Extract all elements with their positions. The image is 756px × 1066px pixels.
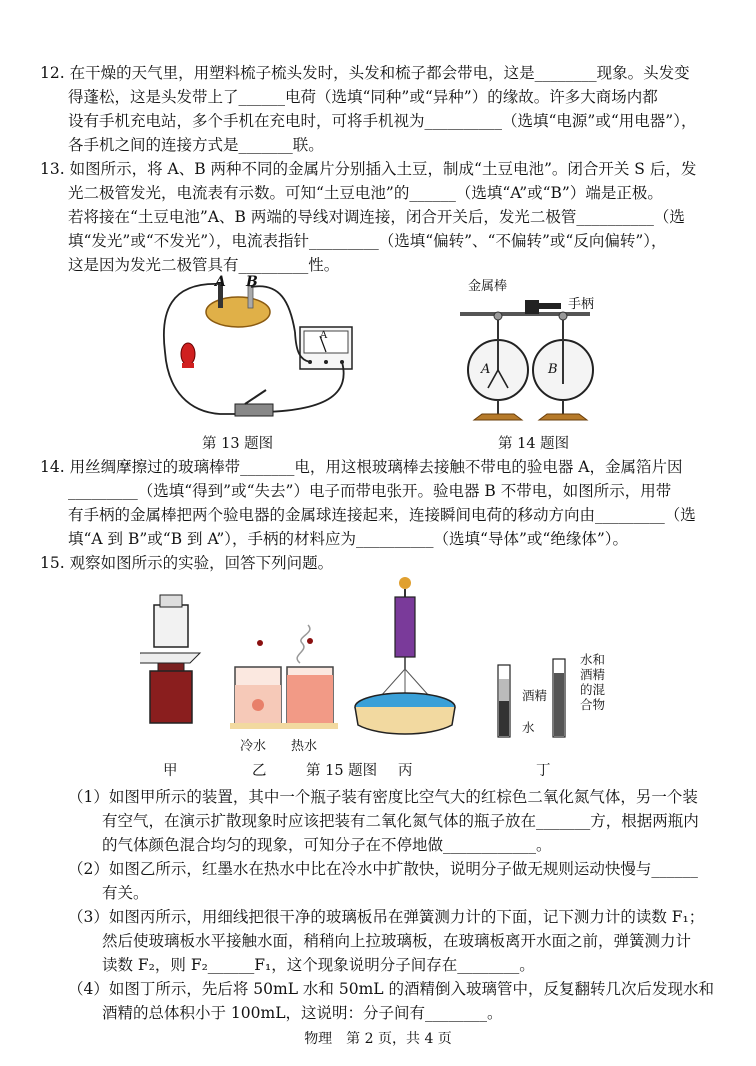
q15-1-line-3: 的气体颜色混合均匀的现象，可知分子在不停地做____________。 [102,836,552,854]
q12-line-4: 各手机之间的连接方式是_______联。 [68,136,324,154]
fig15-hot-water-label: 热水 [291,739,318,754]
q15-1-line-2: 有空气，在演示扩散现象时应该把装有二氧化氮气体的瓶子放在_______方，根据两瓶内 [102,812,699,830]
q15-3-line-3: 读数 F₂，则 F₂______F₁，这个现象说明分子间存在________。 [102,956,535,974]
fig14-handle-label: 手柄 [568,297,595,312]
figure-13-potato-battery [150,272,370,430]
fig14-caption: 第 14 题图 [498,436,570,452]
fig14-label-a: A [481,362,491,377]
q13-line-4: 填“发光”或“不发光”），电流表指针_________（选填“偏转”、“不偏转”或“反向偏转”）， [68,232,667,250]
fig13-meter-label: A [320,330,328,341]
q12-line-2: 得蓬松，这是头发带上了______电荷（选填“同种”或“异种”）的缘故。许多大商场内都 [68,88,658,106]
fig14-label-b: B [548,362,558,377]
q14-line-3: 有手柄的金属棒把两个验电器的金属球连接起来，连接瞬间电荷的移动方向由_________（选 [68,506,696,524]
q15-title: 15. 观察如图所示的实验，回答下列问题。 [40,554,334,572]
q12-line-3: 设有手机充电站，多个手机在充电时，可将手机视为__________（选填“电源”或“用电器”）， [68,112,697,130]
q13-line-1: 13. 如图所示，将 A、B 两种不同的金属片分别插入土豆，制成“土豆电池”。闭合开关 S 后，发 [40,160,697,178]
q14-line-1: 14. 用丝绸摩擦过的玻璃棒带_______电，用这根玻璃棒去接触不带电的验电器 A，金属箔片因 [40,458,683,476]
fig15-water-label: 水 [522,720,535,735]
q13-line-5: 这是因为发光二极管具有_________性。 [68,256,340,274]
q15-2-line-2: 有关。 [102,884,149,902]
q15-1-line-1: （1）如图甲所示的装置，其中一个瓶子装有密度比空气大的红棕色二氧化氮气体，另一个装 [68,788,698,806]
fig15-label-bing: 丙 [398,763,413,779]
fig13-label-a: A [215,274,226,290]
fig15-alcohol-label: 酒精 [522,688,548,703]
fig15-mixture-line-3: 的混 [580,682,606,697]
fig15-label-jia: 甲 [163,763,178,779]
fig15-label-ding: 丁 [536,763,551,779]
q14-line-2: _________（选填“得到”或“失去”）电子而带电张开。验电器 B 不带电，如图所示，用带 [68,482,672,500]
fig15-label-yi: 乙 [252,763,267,779]
q15-3-line-1: （3）如图丙所示，用细线把很干净的玻璃板吊在弹簧测力计的下面，记下测力计的读数 F₁； [68,908,705,926]
fig15-mixture-line-1: 水和 [580,652,606,667]
q15-2-line-1: （2）如图乙所示，红墨水在热水中比在冷水中扩散快，说明分子做无规则运动快慢与______ [68,860,698,878]
fig15-mixture-label [580,652,605,712]
page-footer: 物理 第 2 页，共 4 页 [304,1031,452,1047]
fig14-rod-label: 金属棒 [468,279,508,294]
fig15-mixture-line-2: 酒精 [580,667,606,682]
fig13-label-b: B [246,274,258,290]
fig15-caption: 第 15 题图 [306,763,378,779]
q14-line-4: 填“A 到 B”或“B 到 A”），手柄的材料应为__________（选填“导体”或“绝缘体”）。 [68,530,628,548]
q13-line-2: 光二极管发光，电流表有示数。可知“土豆电池”的______（选填“A”或“B”）端是正极。 [68,184,663,202]
q15-4-line-1: （4）如图丁所示，先后将 50mL 水和 50mL 的酒精倒入玻璃管中，反复翻转几次后发现水和 [68,980,714,998]
q13-line-3: 若将接在“土豆电池”A、B 两端的导线对调连接，闭合开关后，发光二极管__________（选 [68,208,685,226]
q15-3-line-2: 然后使玻璃板水平接触水面，稍稍向上拉玻璃板，在玻璃板离开水面之前，弹簧测力计 [102,932,692,950]
q15-4-line-2: 酒精的总体积小于 100mL，这说明：分子间有________。 [102,1004,503,1022]
q12-line-1: 12. 在干燥的天气里，用塑料梳子梳头发时，头发和梳子都会带电，这是________现象。头发变 [40,64,690,82]
fig15-cold-water-label: 冷水 [240,739,267,754]
fig13-caption: 第 13 题图 [202,436,274,452]
fig15-mixture-line-4: 合物 [580,697,606,712]
